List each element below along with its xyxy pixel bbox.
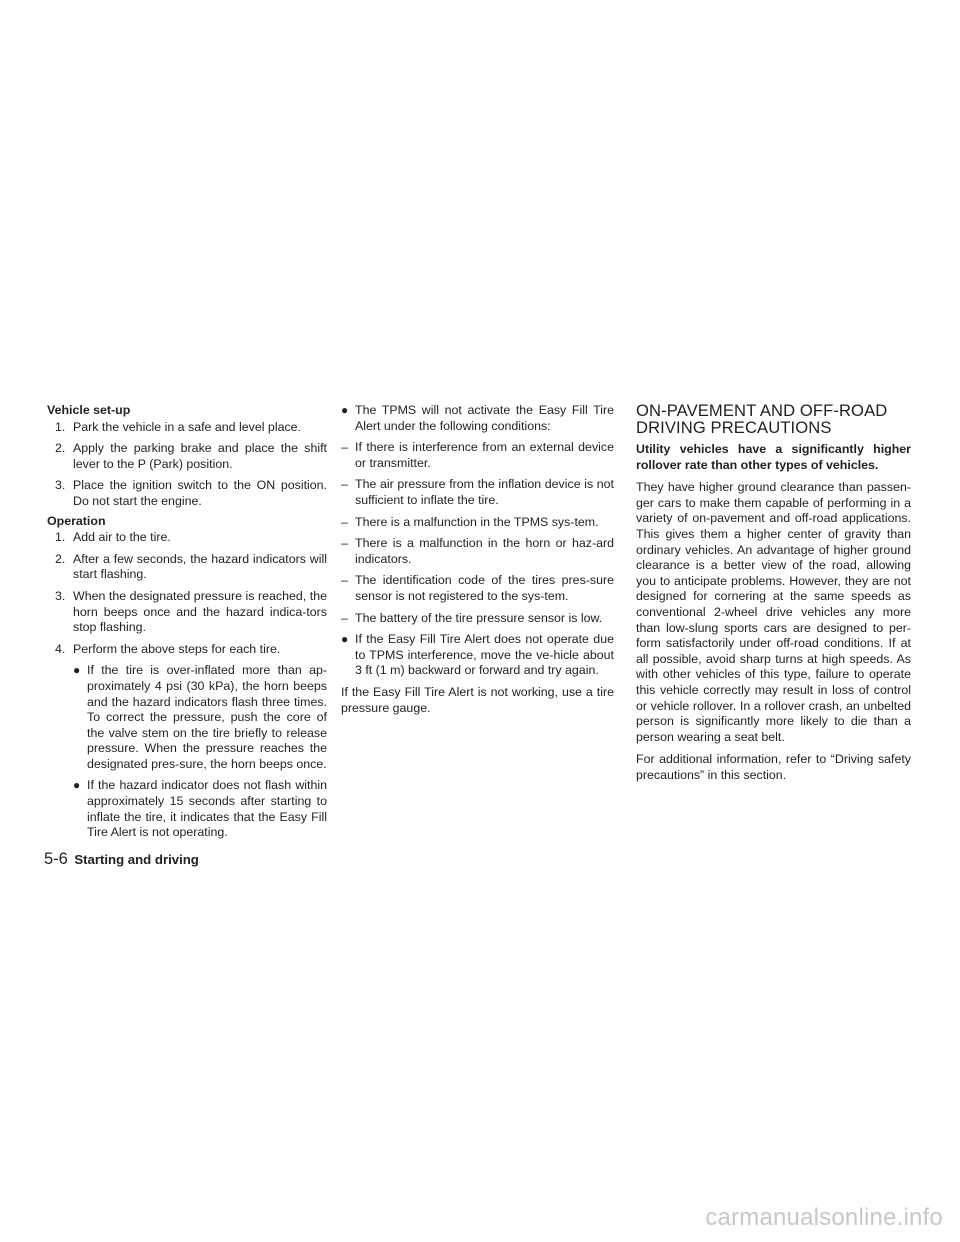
bullet-icon: ●: [341, 632, 349, 647]
step-text: Add air to the tire.: [73, 530, 171, 545]
left-column: [47, 403, 327, 847]
step-number: 4.: [55, 641, 66, 656]
chapter-title: Starting and driving: [74, 852, 199, 867]
bullet-text: If the tire is over-inflated more than ap-proximately 4 psi (30 kPa), the horn beeps and the hazard indicators flash three times. To correct the pressure, push the core of the valve stem on the tire briefly to release pressure. When the pressure reaches the designated pres-sure, the horn beeps once.: [87, 663, 327, 771]
step-text: Apply the parking brake and place the shift lever to the P (Park) position.: [73, 441, 327, 471]
step-text: Perform the above steps for each tire.: [73, 641, 281, 656]
vehicle-setup-heading: Vehicle set-up: [47, 403, 131, 417]
bullet-icon: ●: [73, 663, 81, 678]
bullet-icon: ●: [341, 403, 349, 417]
dash-marker: –: [341, 514, 348, 529]
bullet-text: The TPMS will not activate the Easy Fill Tire Alert under the following conditions:: [355, 403, 614, 433]
bullet-icon: ●: [73, 778, 81, 793]
dash-marker: –: [341, 610, 348, 625]
step-number: 3.: [55, 588, 66, 603]
page-number: 5-6: [44, 850, 68, 868]
step-number: 2.: [55, 441, 66, 456]
watermark: carmanualsonline.info: [705, 1204, 943, 1231]
setup-step-3: [55, 478, 327, 509]
interference-bullet: [341, 632, 614, 679]
step-text: Park the vehicle in a safe and level place.: [73, 419, 301, 434]
condition-text: If there is interference from an external device or transmitter.: [355, 440, 614, 470]
condition-text: The air pressure from the inflation device is not sufficient to inflate the tire.: [355, 477, 614, 507]
step-text: After a few seconds, the hazard indicators will start flashing.: [73, 551, 327, 582]
bullet-text: If the Easy Fill Tire Alert does not operate due to TPMS interference, move the ve-hicle about 3 ft (1 m) backward or forward and try again.: [355, 632, 614, 678]
operation-step-2: [55, 552, 327, 583]
bullet-text: If the hazard indicator does not flash within approximately 15 seconds after starting to inflate the tire, it indicates that the Easy Fill Tire Alert is not operating.: [87, 778, 327, 840]
right-column: [636, 403, 911, 790]
step-number: 1.: [55, 530, 66, 545]
section-title-line-1: ON-PAVEMENT AND OFF-ROAD: [636, 401, 888, 420]
condition-text: There is a malfunction in the horn or haz-ard indicators.: [355, 536, 614, 566]
condition-text: There is a malfunction in the TPMS sys-tem.: [355, 514, 599, 529]
step-number: 3.: [55, 478, 66, 493]
dash-marker: –: [341, 536, 348, 551]
page-footer: [44, 850, 199, 869]
setup-step-1: [55, 420, 327, 436]
body-paragraph: They have higher ground clearance than passen-ger cars to make them capable of performing in a variety of on-pavement and off-road applications. This gives them a higher center of gravity than ordinary vehicles. An advantage of higher ground clearance is a better view of the road, allowing you to anticipate problems. However, they are not designed for cornering at the same speeds as conventional 2-wheel drive vehicles any more than low-slung sports cars are designed to per-form satisfactorily under off-road conditions. If at all possible, avoid sharp turns at high speeds. As with other vehicles of this type, failure to operate this vehicle correctly may result in loss of control or vehicle rollover. In a rollover crash, an unbelted person is significantly more likely to die than a person wearing a seat belt.: [636, 480, 911, 744]
operation-step-4: [55, 642, 327, 658]
section-title: [636, 403, 911, 436]
operation-bullet-2: [73, 778, 327, 840]
middle-column: [341, 403, 614, 723]
condition-text: The identification code of the tires pres-sure sensor is not registered to the sys-tem.: [355, 573, 614, 603]
operation-bullet-1: [73, 663, 327, 772]
closing-paragraph: If the Easy Fill Tire Alert is not working, use a tire pressure gauge.: [341, 684, 614, 715]
dash-marker: –: [341, 573, 348, 588]
rollover-warning: Utility vehicles have a significantly higher rollover rate than other types of vehicles.: [636, 442, 911, 472]
step-number: 1.: [55, 419, 66, 434]
condition-item-6: [341, 611, 614, 627]
condition-item-4: [341, 536, 614, 567]
dash-marker: –: [341, 477, 348, 492]
operation-step-3: [55, 589, 327, 636]
condition-text: The battery of the tire pressure sensor is low.: [355, 610, 603, 625]
condition-item-3: [341, 515, 614, 531]
setup-step-2: [55, 441, 327, 472]
step-text: Place the ignition switch to the ON position. Do not start the engine.: [73, 478, 327, 508]
dash-marker: –: [341, 440, 348, 455]
tpms-bullet: [341, 403, 614, 434]
section-title-line-2: DRIVING PRECAUTIONS: [636, 417, 832, 437]
condition-item-1: [341, 440, 614, 471]
reference-paragraph: For additional information, refer to “Driving safety precautions” in this section.: [636, 752, 911, 782]
step-number: 2.: [55, 551, 66, 566]
step-text: When the designated pressure is reached, the horn beeps once and the hazard indica-tors stop flashing.: [73, 588, 327, 635]
operation-heading: Operation: [47, 513, 106, 528]
condition-item-5: [341, 573, 614, 604]
operation-step-1: [55, 530, 327, 546]
condition-item-2: [341, 477, 614, 508]
